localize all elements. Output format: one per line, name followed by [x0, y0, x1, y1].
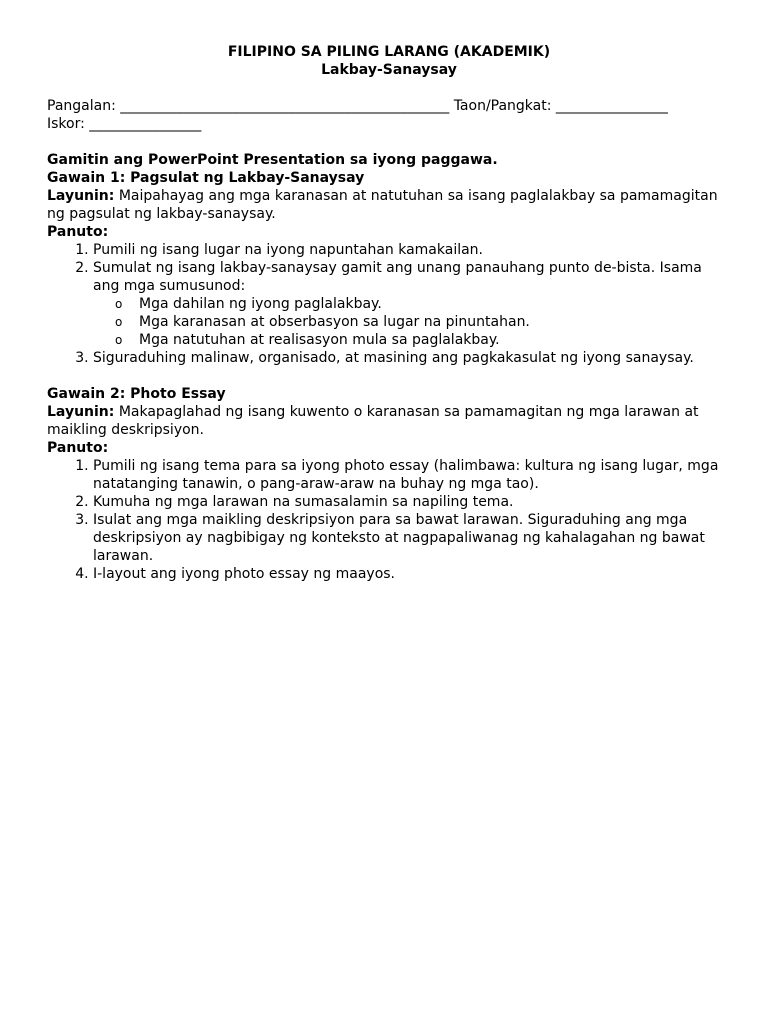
circle-bullet-icon: o [115, 333, 123, 347]
step-text: Isulat ang mga maikling deskripsiyon para sa bawat larawan. Siguraduhing ang mga deskripsiyon ay nagbibigay ng konteksto at nagpapaliwanag ng kahalagahan ng bawat larawan. [93, 512, 705, 564]
score-line: Iskor: ________________ [47, 116, 202, 132]
gawain1-layunin-text: Maipahayag ang mga karanasan at natutuhan sa isang paglalakbay sa pamamagitan ng pagsulat ng lakbay-sanaysay. [47, 188, 718, 222]
list-item [93, 349, 727, 367]
gawain1-layunin-label: Layunin: [47, 188, 115, 204]
gawain1-section [47, 151, 727, 367]
gawain2-steps [47, 457, 727, 583]
list-item [93, 493, 727, 511]
sub-list-item [93, 313, 727, 331]
name-section-line: Pangalan: _______________________________________________ Taon/Pangkat: ________________ [47, 98, 668, 114]
document-page [47, 43, 727, 583]
student-fields [47, 97, 727, 133]
step-text: I-layout ang iyong photo essay ng maayos. [93, 566, 395, 582]
step-text: Pumili ng isang tema para sa iyong photo essay (halimbawa: kultura ng isang lugar, mga natatanging tanawin, o pang-araw-araw na buhay ng mga tao). [93, 458, 719, 492]
sub-item-text: Mga dahilan ng iyong paglalakbay. [139, 296, 382, 312]
gawain2-heading: Gawain 2: Photo Essay [47, 386, 226, 402]
list-item [93, 511, 727, 565]
list-item [93, 457, 727, 493]
list-item [93, 241, 727, 259]
gawain2-section [47, 385, 727, 583]
document-subtitle: Lakbay-Sanaysay [321, 62, 457, 78]
gawain2-layunin [47, 403, 727, 439]
gawain1-panuto-label: Panuto: [47, 224, 109, 240]
gawain1-steps [47, 241, 727, 367]
circle-bullet-icon: o [115, 297, 123, 311]
list-item [93, 565, 727, 583]
step-text: Siguraduhing malinaw, organisado, at masining ang pagkakasulat ng iyong sanaysay. [93, 350, 694, 366]
document-title: FILIPINO SA PILING LARANG (AKADEMIK) [227, 44, 551, 60]
step-text: Pumili ng isang lugar na iyong napuntahan kamakailan. [93, 242, 484, 258]
gawain2-layunin-label: Layunin: [47, 404, 115, 420]
gawain1-sub-list [93, 295, 727, 349]
sub-list-item [93, 295, 727, 313]
circle-bullet-icon: o [115, 315, 123, 329]
gawain1-layunin [47, 187, 727, 223]
gawain2-layunin-text: Makapaglahad ng isang kuwento o karanasan sa pamamagitan ng mga larawan at maikling deskripsiyon. [47, 404, 699, 438]
step-text: Kumuha ng mga larawan na sumasalamin sa napiling tema. [93, 494, 514, 510]
sub-item-text: Mga karanasan at obserbasyon sa lugar na pinuntahan. [139, 314, 530, 330]
sub-list-item [93, 331, 727, 349]
gawain2-panuto-label: Panuto: [47, 440, 109, 456]
intro-instruction: Gamitin ang PowerPoint Presentation sa iyong paggawa. [47, 152, 498, 168]
gawain1-heading: Gawain 1: Pagsulat ng Lakbay-Sanaysay [47, 170, 365, 186]
list-item [93, 259, 727, 349]
step-text: Sumulat ng isang lakbay-sanaysay gamit ang unang panauhang punto de-bista. Isama ang mga sumusunod: [93, 260, 702, 294]
sub-item-text: Mga natutuhan at realisasyon mula sa paglalakbay. [139, 332, 500, 348]
